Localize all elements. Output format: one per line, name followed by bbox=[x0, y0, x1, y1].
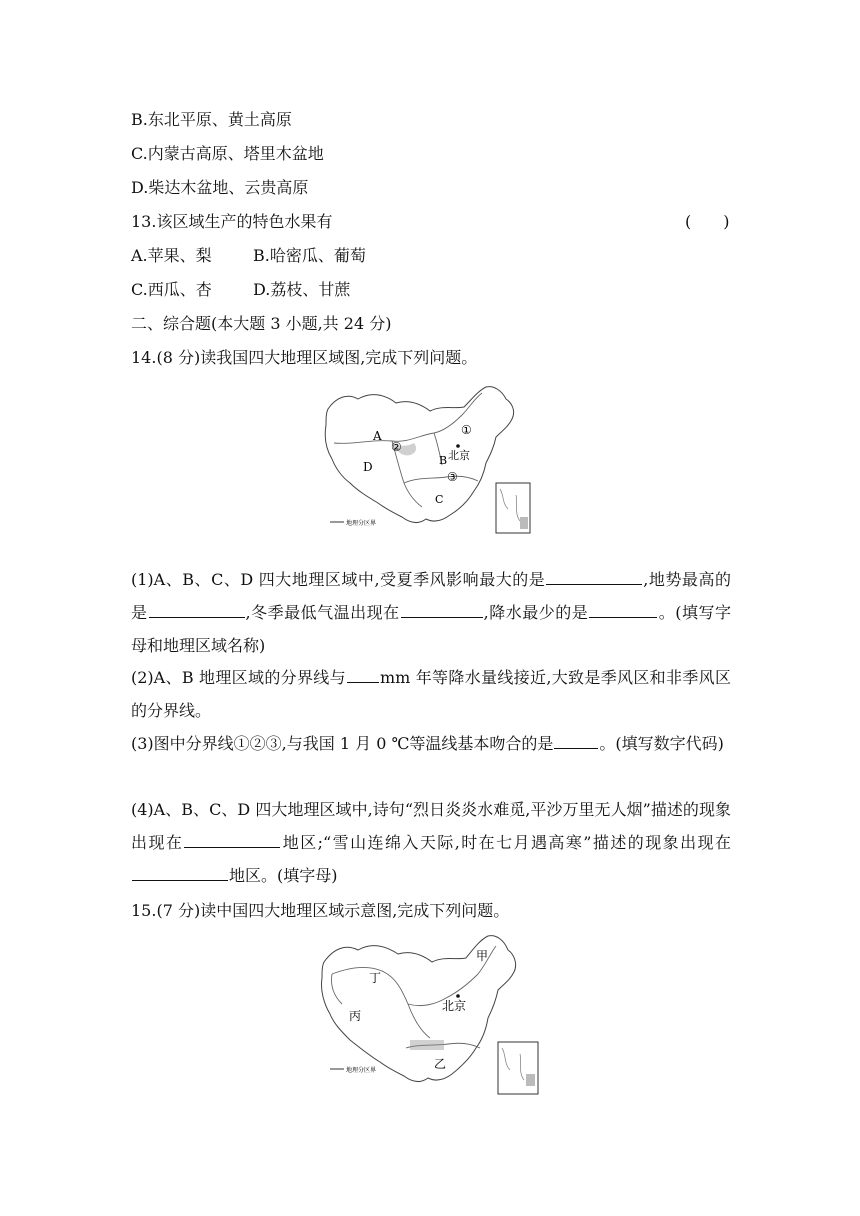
china-regions-map-14 bbox=[322, 385, 544, 535]
south-china-sea-inset bbox=[496, 483, 530, 533]
answer-paren: ( ) bbox=[685, 212, 730, 231]
region-label-a: A bbox=[373, 429, 382, 443]
map-legend-boundary: 地理分区界 bbox=[346, 520, 377, 527]
boundary-label-2: ② bbox=[391, 440, 402, 454]
boundary-label-3: ③ bbox=[447, 470, 458, 484]
question-14-stem: 14.(8 分)读我国四大地理区域图,完成下列问题。 bbox=[131, 348, 478, 367]
region-label-ding: 丁 bbox=[369, 971, 382, 985]
answer-blank[interactable] bbox=[149, 601, 245, 618]
question-14-part-3: (3)图中分界线①②③,与我国 1 月 0 ℃等温线基本吻合的是 。(填写数字代码) bbox=[131, 734, 724, 753]
boundary-label-1: ① bbox=[461, 423, 472, 437]
answer-blank[interactable] bbox=[546, 568, 642, 585]
question-13-options-row2 bbox=[131, 279, 350, 301]
answer-blank[interactable] bbox=[184, 831, 280, 848]
question-14-part-2: (2)A、B 地理区域的分界线与 mm 年等降水量线接近,大致是季风区和非季风区的分界线。 bbox=[131, 668, 731, 720]
question-13-options-row1 bbox=[131, 245, 366, 267]
option-13-a: A.苹果、梨 bbox=[131, 246, 212, 265]
option-12-b: B.东北平原、黄土高原 bbox=[131, 110, 292, 129]
option-12-c: C.内蒙古高原、塔里木盆地 bbox=[131, 144, 324, 163]
south-china-sea-inset bbox=[498, 1042, 538, 1094]
map-legend-boundary: 地理分区界 bbox=[346, 1067, 377, 1074]
answer-blank[interactable] bbox=[347, 666, 379, 683]
region-label-b: B bbox=[439, 454, 448, 467]
option-13-b: B.哈密瓜、葡萄 bbox=[253, 246, 366, 265]
option-12-d: D.柴达木盆地、云贵高原 bbox=[131, 178, 309, 197]
answer-blank[interactable] bbox=[554, 732, 598, 749]
region-label-c: C bbox=[435, 493, 444, 506]
region-label-d: D bbox=[363, 460, 373, 474]
region-label-yi: 乙 bbox=[434, 1057, 447, 1071]
china-regions-map-15 bbox=[318, 934, 546, 1096]
question-13-stem: 13.该区域生产的特色水果有 bbox=[131, 212, 333, 231]
answer-blank[interactable] bbox=[589, 601, 657, 618]
option-13-d: D.荔枝、甘蔗 bbox=[253, 280, 351, 299]
region-label-bing: 丙 bbox=[349, 1009, 362, 1023]
region-label-jia: 甲 bbox=[476, 949, 489, 963]
answer-blank[interactable] bbox=[401, 601, 483, 618]
question-14-part-1: (1)A、B、C、D 四大地理区域中,受夏季风影响最大的是 ,地势最高的是 ,冬季最低气温出现在 ,降水最少的是 。(填写字母和地理区域名称) bbox=[131, 570, 731, 655]
section-title: 二、综合题(本大题 3 小题,共 24 分) bbox=[131, 314, 392, 333]
answer-blank[interactable] bbox=[132, 864, 228, 881]
question-15-stem: 15.(7 分)读中国四大地理区域示意图,完成下列问题。 bbox=[131, 901, 510, 920]
beijing-label: 北京 bbox=[442, 999, 467, 1013]
option-13-c: C.西瓜、杏 bbox=[131, 280, 212, 299]
question-14-part-4: (4)A、B、C、D 四大地理区域中,诗句“烈日炎炎水难觅,平沙万里无人烟”描述的现象出现在 地区;“雪山连绵入天际,时在七月遇高寒”描述的现象出现在地区。(填字母) bbox=[131, 800, 731, 885]
beijing-label: 北京 bbox=[448, 449, 470, 462]
